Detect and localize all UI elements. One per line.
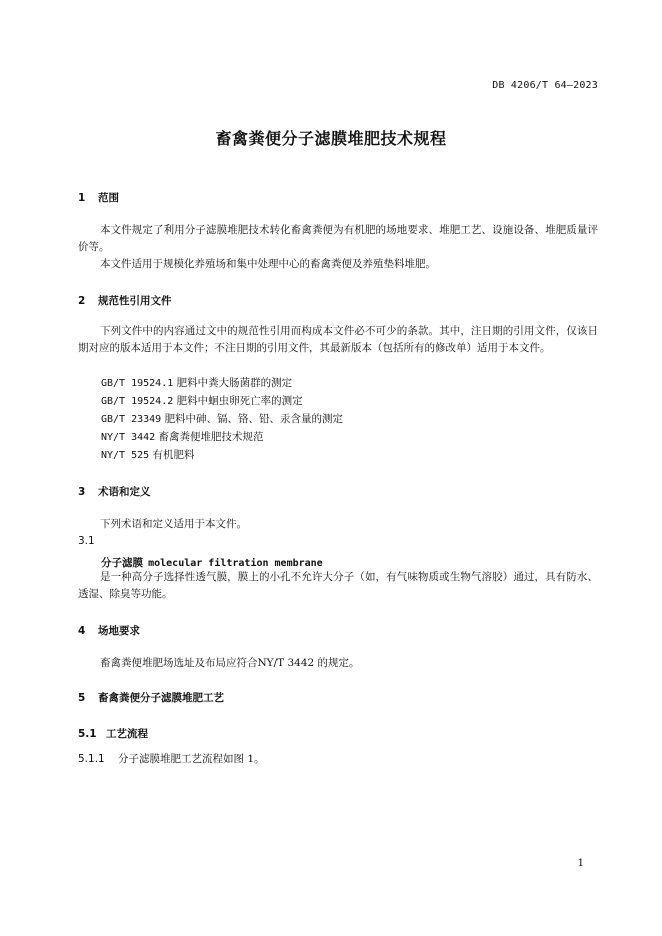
term-number: 3.1 — [78, 535, 95, 547]
reference-item — [101, 393, 303, 410]
reference-code: GB/T 19524.1 — [101, 378, 174, 389]
term-chinese: 分子滤膜 — [101, 557, 143, 569]
item-text: 分子滤膜堆肥工艺流程如图 1。 — [118, 753, 265, 765]
section-title: 规范性引用文件 — [98, 295, 172, 307]
reference-name: 肥料中粪大肠菌群的测定 — [176, 377, 293, 389]
subsection-title: 工艺流程 — [106, 728, 148, 740]
page-number: 1 — [577, 858, 584, 869]
section-title: 畜禽粪便分子滤膜堆肥工艺 — [98, 692, 224, 704]
reference-name: 肥料中砷、镉、铬、铅、汞含量的测定 — [164, 413, 344, 425]
reference-code: NY/T 3442 — [101, 432, 156, 443]
subsection-number: 5.1 — [78, 728, 97, 740]
section-1-heading — [78, 190, 119, 205]
reference-code: GB/T 23349 — [101, 414, 162, 425]
reference-item — [101, 429, 264, 446]
document-code: DB 4206/T 64—2023 — [492, 80, 598, 91]
reference-name: 有机肥料 — [152, 449, 195, 461]
term-definition: 是一种高分子选择性透气膜，膜上的小孔不允许大分子（如，有气味物质或生物气溶胶）通过，具有防水、透湿、除臭等功能。 — [78, 571, 598, 600]
reference-code: NY/T 525 — [101, 450, 150, 461]
section-number: 3 — [78, 486, 86, 498]
item-5-1-1 — [78, 751, 265, 768]
reference-name: 畜禽粪便堆肥技术规范 — [158, 431, 264, 443]
scope-paragraph-1: 本文件规定了利用分子滤膜堆肥技术转化畜禽粪便为有机肥的场地要求、堆肥工艺、设施设备、堆肥质量评价等。 — [78, 224, 598, 253]
section-title: 术语和定义 — [98, 486, 151, 498]
reference-code: GB/T 19524.2 — [101, 396, 174, 407]
section-3-heading — [78, 484, 151, 499]
section-number: 5 — [78, 692, 86, 704]
reference-item — [101, 411, 343, 428]
section-4-heading — [78, 623, 140, 638]
section-title: 范围 — [98, 192, 119, 204]
reference-name: 肥料中蛔虫卵死亡率的测定 — [176, 395, 303, 407]
reference-item — [101, 375, 292, 392]
section-number: 2 — [78, 295, 86, 307]
site-requirements-paragraph: 畜禽粪便堆肥场选址及布局应符合NY/T 3442 的规定。 — [100, 657, 360, 669]
item-number: 5.1.1 — [78, 753, 105, 765]
subsection-5-1-heading — [78, 726, 148, 741]
section-title: 场地要求 — [98, 625, 140, 637]
term-entry — [101, 551, 323, 570]
section-number: 4 — [78, 625, 86, 637]
section-2-heading — [78, 293, 172, 308]
section-5-heading — [78, 690, 224, 705]
scope-paragraph-2: 本文件适用于规模化养殖场和集中处理中心的畜禽粪便及养殖垫料堆肥。 — [100, 258, 436, 270]
terms-intro: 下列术语和定义适用于本文件。 — [100, 518, 247, 530]
term-english: molecular filtration membrane — [148, 558, 323, 569]
section-number: 1 — [78, 192, 86, 204]
page-title: 畜禽粪便分子滤膜堆肥技术规程 — [215, 129, 447, 148]
reference-item — [101, 447, 195, 464]
references-intro: 下列文件中的内容通过文中的规范性引用而构成本文件必不可少的条款。其中，注日期的引用文件，仅该日期对应的版本适用于本文件；不注日期的引用文件，其最新版本（包括所有的修改单）适用于本文件。 — [78, 325, 598, 354]
